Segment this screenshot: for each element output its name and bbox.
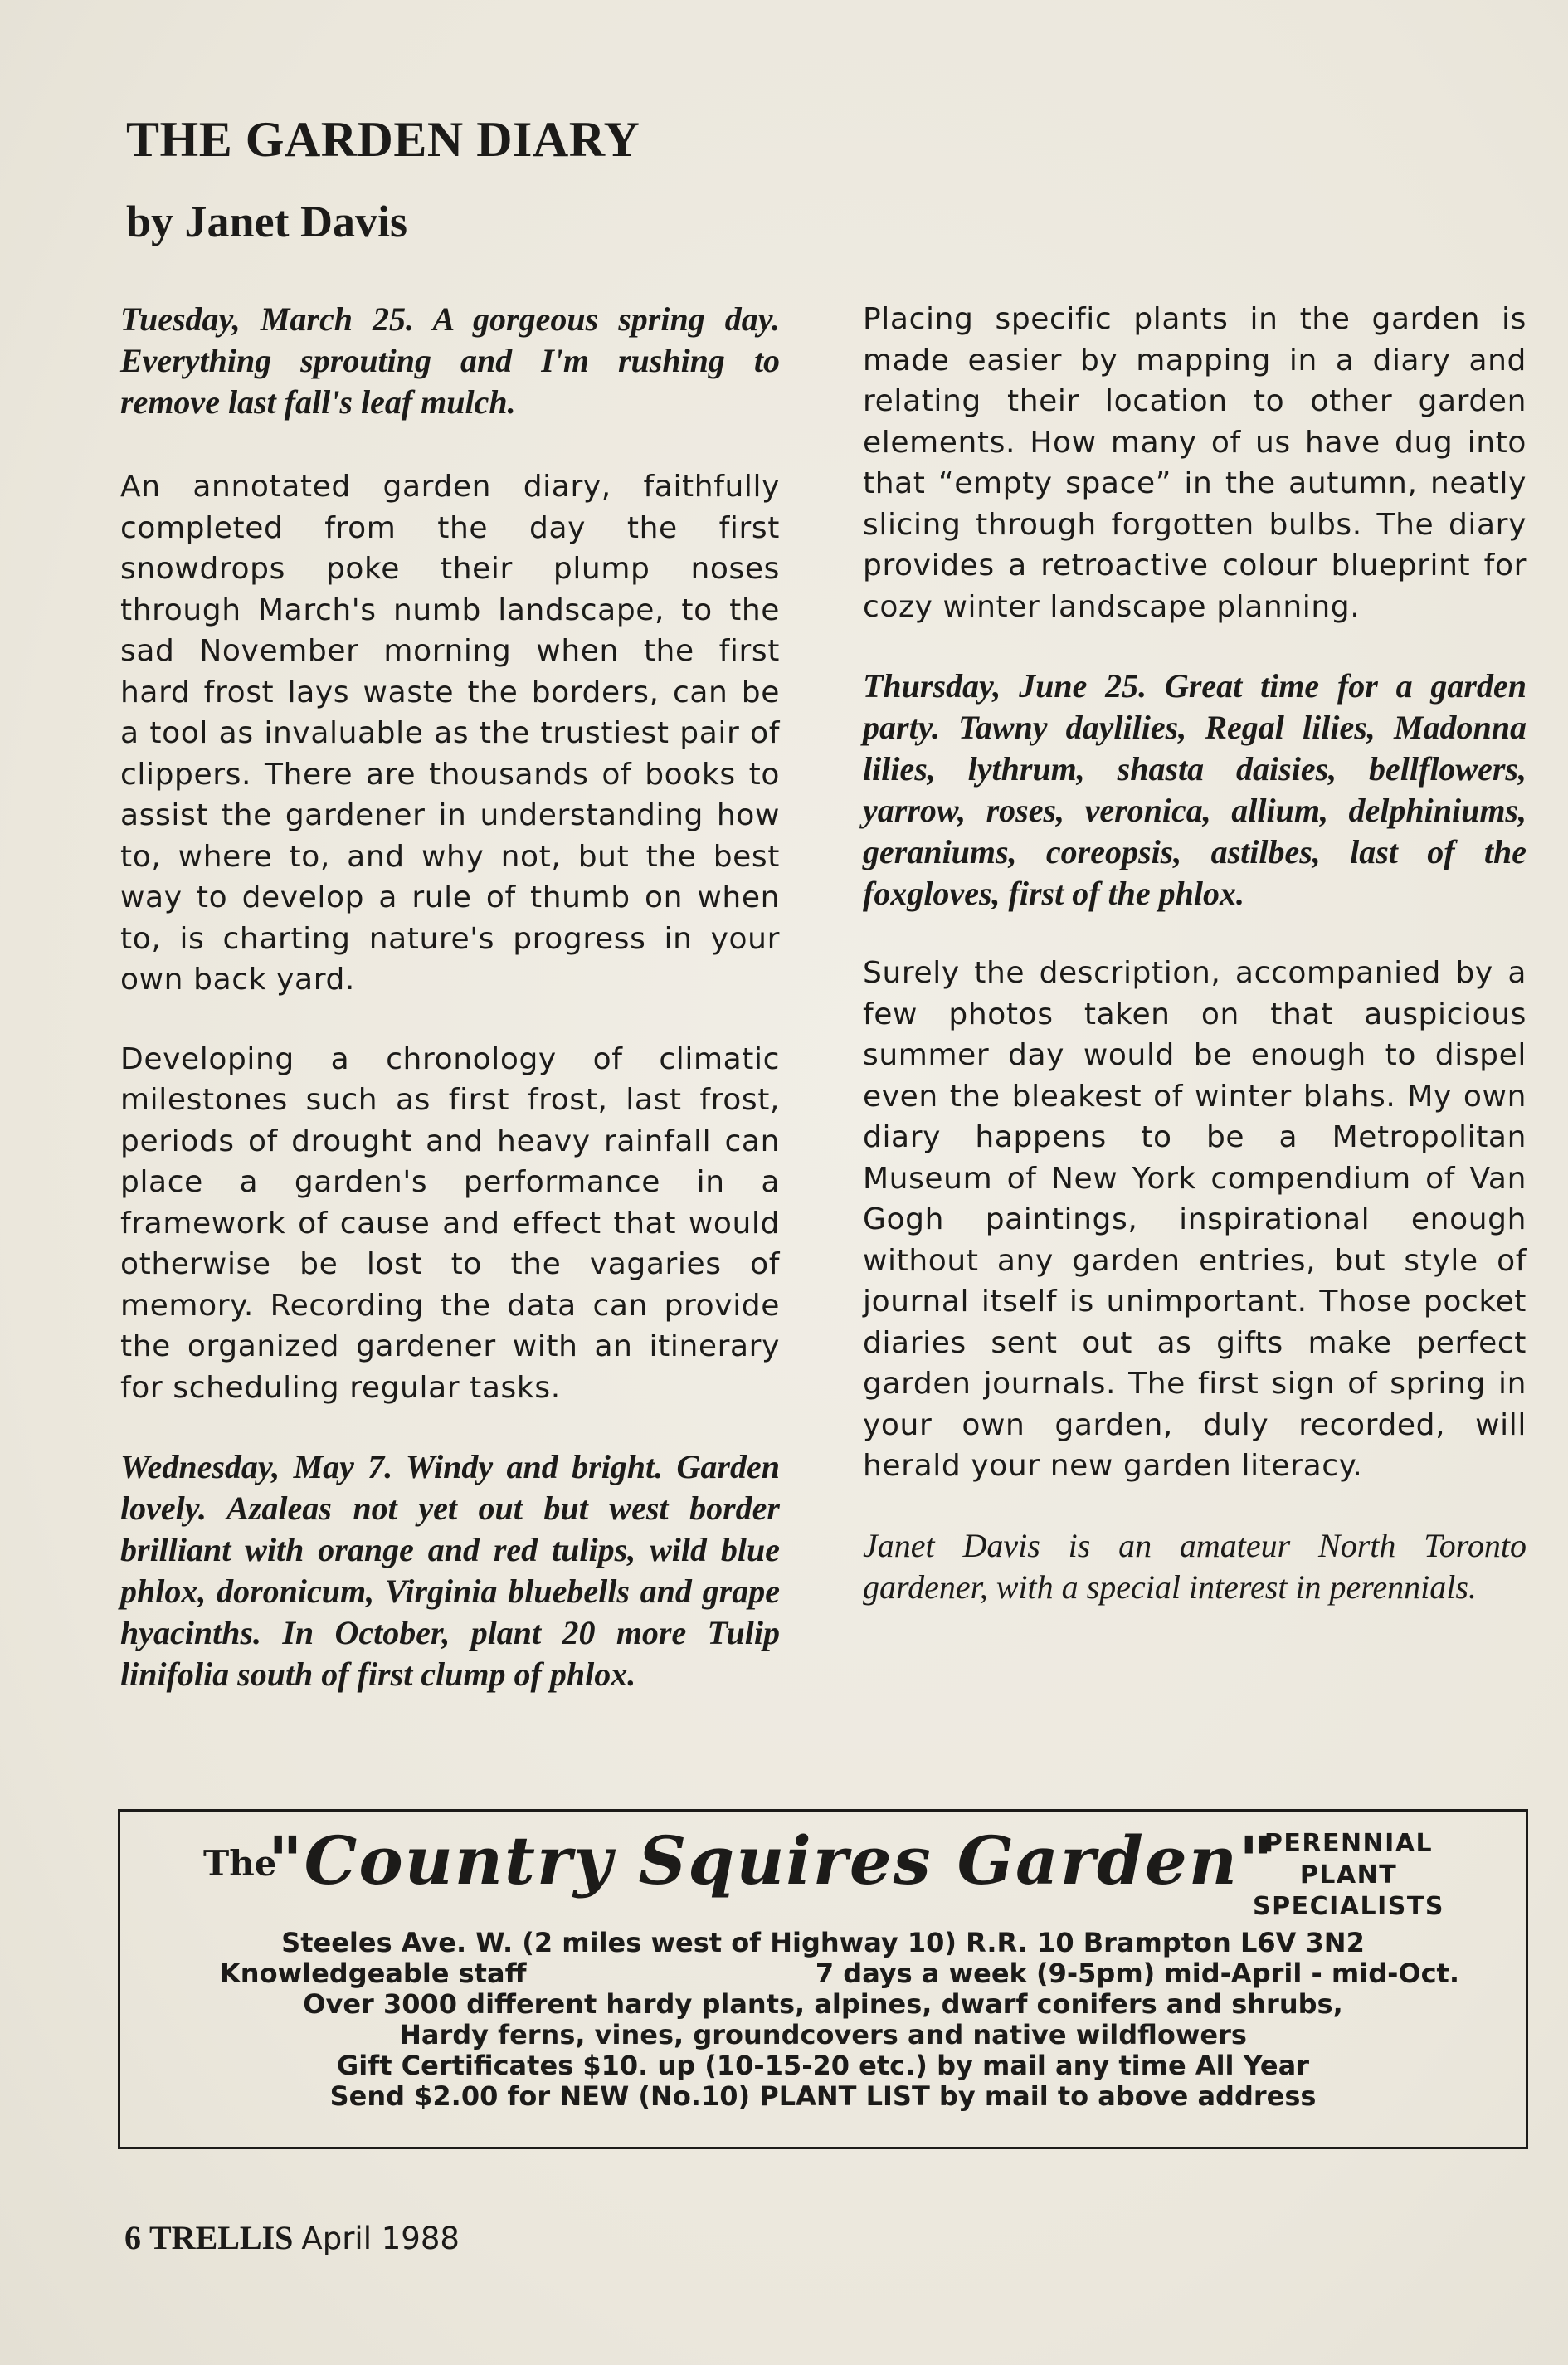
article-byline: by Janet Davis (126, 197, 408, 246)
ad-line: Over 3000 different hardy plants, alpines, dwarf conifers and shrubs, (303, 1988, 1343, 2020)
ad-specialists-block (1253, 1828, 1444, 1923)
ad-staff-hours-row (220, 1958, 1459, 1989)
body-paragraph: Surely the description, accompanied by a few photos taken on that auspicious summer day would be enough to dispel even the bleakest of winter blahs. My own diary happens to be a Metropolitan Museum of New York compendium of Van Gogh paintings, inspirational enough without any garden entries, but style of journal itself is unimportant. Those pocket diaries sent out as gifts make perfect garden journals. The first sign of spring in your own garden, duly recorded, will herald your new garden literacy. (863, 956, 1527, 1483)
diary-entry-march: Tuesday, March 25. A gorgeous spring day. Everything sprouting and I'm rushing to remove last fall's leaf mulch. (120, 300, 780, 421)
ad-line: Send $2.00 for NEW (No.10) PLANT LIST by mail to above address (329, 2080, 1317, 2112)
page-footer (124, 2221, 460, 2255)
body-paragraph: Placing specific plants in the garden is made easier by mapping in a diary and relating their location to other garden elements. How many of us have dug into that “empty space” in the autumn, neatly slicing through forgotten bulbs. The diary provides a retroactive colour blueprint for cozy winter landscape planning. (863, 302, 1527, 624)
body-paragraph: An annotated garden diary, faithfully completed from the day the first snowdrops poke their plump noses through March's numb landscape, to the sad November morning when the first hard frost lays waste the borders, can be a tool as invaluable as the trustiest pair of clippers. There are thousands of books to assist the gardener in understanding how to, where to, and why not, but the best way to develop a rule of thumb on when to, is charting nature's progress in your own back yard. (120, 470, 780, 997)
ad-details (120, 1989, 1526, 2112)
advertisement-box (118, 1809, 1528, 2149)
ad-business-name: "Country Squires Garden" (268, 1821, 1275, 1899)
ad-spec-line: PERENNIAL (1264, 1829, 1434, 1858)
ad-spec-line: PLANT (1299, 1860, 1398, 1890)
ad-address: Steeles Ave. W. (2 miles west of Highway 10) R.R. 10 Brampton L6V 3N2 (281, 1927, 1365, 1958)
diary-entry-may: Wednesday, May 7. Windy and bright. Garden lovely. Azaleas not yet out but west border brilliant with orange and red tulips, wild blue phlox, doronicum, Virginia bluebells and grape hyacinths. In October, plant 20 more Tulip linifolia south of first clump of phlox. (120, 1448, 780, 1693)
right-column (863, 299, 1527, 1608)
publication-name: TRELLIS (149, 2219, 294, 2256)
author-bio: Janet Davis is an amateur North Toronto gardener, with a special interest in perennials. (863, 1526, 1527, 1606)
ad-the-label: The (203, 1843, 277, 1884)
article-title: THE GARDEN DIARY (126, 112, 640, 167)
ad-line: Hardy ferns, vines, groundcovers and native wildflowers (399, 2019, 1247, 2050)
page-number: 6 (124, 2219, 141, 2256)
body-paragraph: Developing a chronology of climatic milestones such as first frost, last frost, periods of drought and heavy rainfall can place a garden's performance in a framework of cause and effect that would otherwise be lost to the vagaries of memory. Recording the data can provide the organized gardener with an itinerary for scheduling regular tasks. (120, 1041, 780, 1405)
left-column (120, 299, 780, 1695)
ad-staff: Knowledgeable staff (220, 1958, 527, 1989)
ad-line: Gift Certificates $10. up (10-15-20 etc.) by mail any time All Year (337, 2050, 1309, 2081)
ad-hours: 7 days a week (9-5pm) mid-April - mid-Oct. (815, 1958, 1459, 1989)
ad-spec-line: SPECIALISTS (1253, 1892, 1444, 1921)
issue-date: April 1988 (301, 2221, 460, 2256)
diary-entry-june: Thursday, June 25. Great time for a garden party. Tawny daylilies, Regal lilies, Madonna lilies, lythrum, shasta daisies, bellflowers, yarrow, roses, veronica, allium, delphiniums, geraniums, coreopsis, astilbes, last of the foxgloves, first of the phlox. (863, 667, 1527, 912)
